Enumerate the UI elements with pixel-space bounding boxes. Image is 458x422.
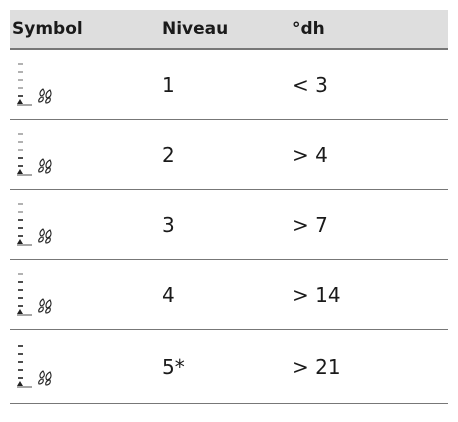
hardness-symbol-icon	[12, 270, 82, 320]
salt-drops-icon	[39, 371, 51, 385]
salt-drops-icon	[39, 89, 51, 103]
table-row	[10, 260, 448, 330]
salt-drops-icon	[39, 229, 51, 243]
niveau-cell: 2	[162, 142, 175, 167]
header-dh: °dh	[292, 19, 325, 39]
symbol-cell	[10, 200, 162, 250]
symbol-cell	[10, 60, 162, 110]
dh-cell: > 21	[292, 354, 341, 379]
hardness-level-bars-icon	[17, 346, 32, 387]
hardness-level-bars-icon	[17, 204, 32, 245]
salt-drops-icon	[39, 159, 51, 173]
niveau-cell: 4	[162, 282, 175, 307]
table-row	[10, 190, 448, 260]
symbol-cell	[10, 130, 162, 180]
hardness-level-bars-icon	[17, 274, 32, 315]
hardness-level-bars-icon	[17, 134, 32, 175]
header-symbol: Symbol	[12, 19, 83, 39]
hardness-symbol-icon	[12, 60, 82, 110]
niveau-cell: 5*	[162, 354, 185, 379]
symbol-cell	[10, 270, 162, 320]
hardness-level-bars-icon	[17, 64, 32, 105]
dh-cell: > 14	[292, 282, 341, 307]
water-hardness-table	[10, 10, 448, 404]
salt-drops-icon	[39, 299, 51, 313]
symbol-cell	[10, 342, 162, 392]
hardness-symbol-icon	[12, 342, 82, 392]
table-header	[10, 10, 448, 50]
hardness-symbol-icon	[12, 130, 82, 180]
table-row	[10, 50, 448, 120]
dh-cell: > 7	[292, 212, 328, 237]
table-row	[10, 330, 448, 404]
table-row	[10, 120, 448, 190]
header-niveau: Niveau	[162, 19, 229, 39]
niveau-cell: 1	[162, 72, 175, 97]
dh-cell: > 4	[292, 142, 328, 167]
niveau-cell: 3	[162, 212, 175, 237]
hardness-symbol-icon	[12, 200, 82, 250]
dh-cell: < 3	[292, 72, 328, 97]
